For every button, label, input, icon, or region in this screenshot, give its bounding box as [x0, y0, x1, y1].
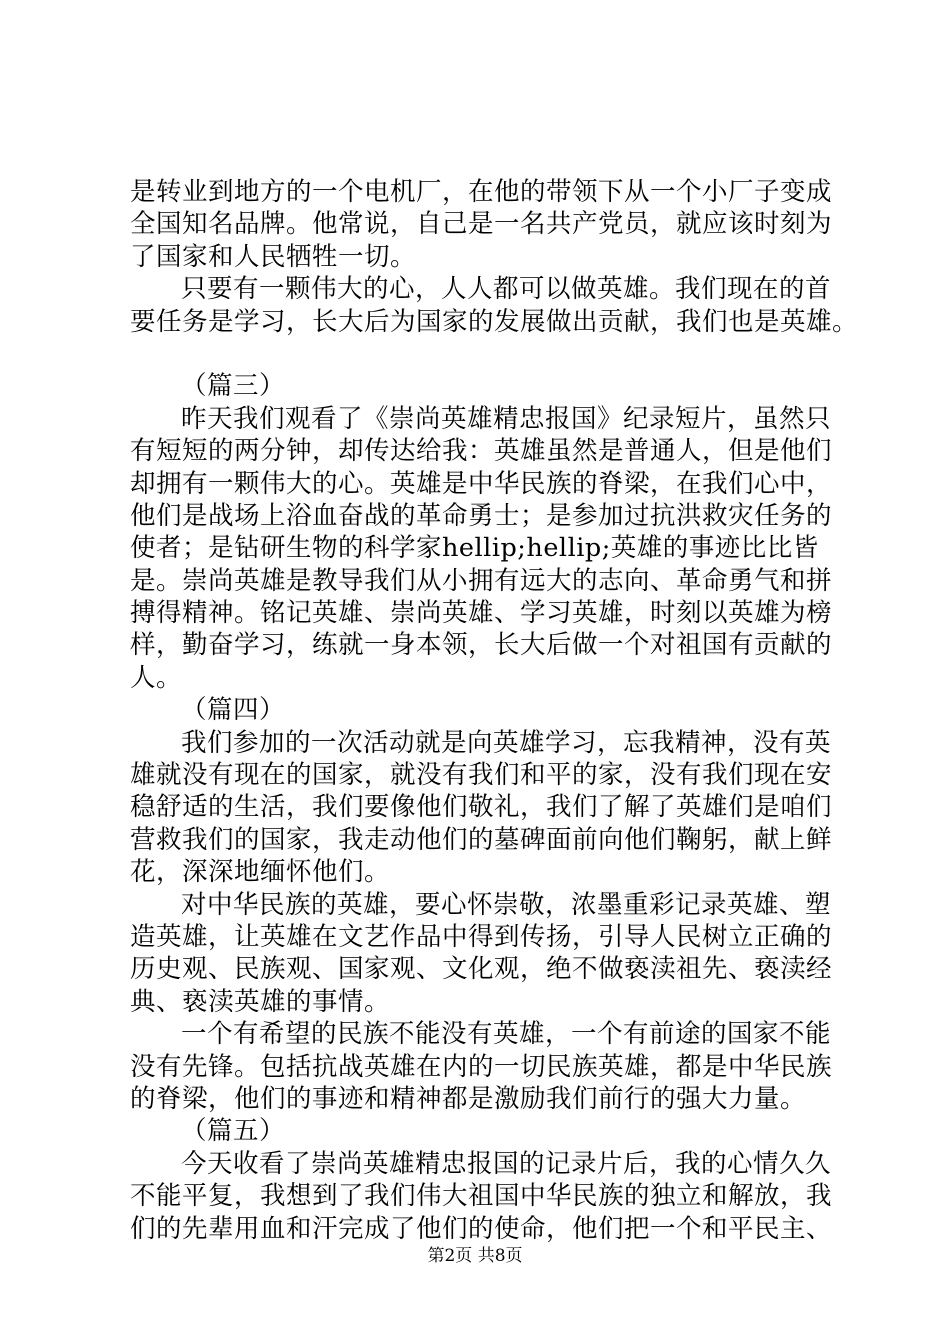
text-line: 样，勤奋学习，练就一身本领，长大后做一个对祖国有贡献的	[130, 630, 833, 661]
section-heading: （篇三）	[181, 371, 286, 402]
text-line: 却拥有一颗伟大的心。英雄是中华民族的脊梁，在我们心中，	[130, 468, 833, 499]
text-line: 人。	[130, 662, 183, 693]
text-line: 们的先辈用血和汗完成了他们的使命，他们把一个和平民主、	[130, 1213, 833, 1244]
text-line: 花，深深地缅怀他们。	[130, 857, 391, 888]
text-line: 他们是战场上浴血奋战的革命勇士；是参加过抗洪救灾任务的	[130, 500, 833, 531]
text-line: 要任务是学习，长大后为国家的发展做出贡献，我们也是英雄。	[130, 306, 859, 337]
text-line: 搏得精神。铭记英雄、崇尚英雄、学习英雄，时刻以英雄为榜	[130, 598, 833, 629]
text-line: 没有先锋。包括抗战英雄在内的一切民族英雄，都是中华民族	[130, 1051, 833, 1082]
text-line: 只要有一颗伟大的心，人人都可以做英雄。我们现在的首	[181, 274, 832, 305]
text-line: 稳舒适的生活，我们要像他们敬礼，我们了解了英雄们是咱们	[130, 792, 833, 823]
blank-line	[130, 338, 840, 370]
text-line: 全国知名品牌。他常说，自己是一名共产党员，就应该时刻为	[130, 209, 833, 240]
text-line: 今天收看了崇尚英雄精忠报国的记录片后，我的心情久久	[181, 1148, 832, 1179]
text-line: 有短短的两分钟，却传达给我：英雄虽然是普通人，但是他们	[130, 436, 833, 467]
text-line: 使者；是钻研生物的科学家hellip;hellip;英雄的事迹比比皆	[130, 533, 819, 564]
document-body	[130, 176, 859, 1245]
text-line: 对中华民族的英雄，要心怀崇敬，浓墨重彩记录英雄、塑	[181, 889, 832, 920]
text-line: 是转业到地方的一个电机厂，在他的带领下从一个小厂子变成	[130, 177, 833, 207]
section-heading: （篇四）	[181, 695, 286, 726]
page-number-footer: 第2页 共8页	[427, 1246, 523, 1266]
text-line: 历史观、民族观、国家观、文化观，绝不做亵渎祖先、亵渎经	[130, 954, 833, 985]
text-line: 的脊梁，他们的事迹和精神都是激励我们前行的强大力量。	[130, 1083, 807, 1114]
text-line: 营救我们的国家，我走动他们的墓碑面前向他们鞠躬，献上鲜	[130, 824, 833, 855]
text-line: 我们参加的一次活动就是向英雄学习，忘我精神，没有英	[181, 727, 832, 758]
text-line: 造英雄，让英雄在文艺作品中得到传扬，引导人民树立正确的	[130, 921, 833, 952]
text-line: 典、亵渎英雄的事情。	[130, 986, 391, 1017]
text-line: 雄就没有现在的国家，就没有我们和平的家，没有我们现在安	[130, 760, 833, 791]
section-heading: （篇五）	[181, 1116, 286, 1147]
text-line: 是。崇尚英雄是教导我们从小拥有远大的志向、革命勇气和拼	[130, 565, 833, 596]
text-line: 了国家和人民牺牲一切。	[130, 241, 417, 272]
text-line: 昨天我们观看了《崇尚英雄精忠报国》纪录短片，虽然只	[181, 403, 832, 434]
text-line: 一个有希望的民族不能没有英雄，一个有前途的国家不能	[181, 1019, 832, 1050]
text-line: 不能平复，我想到了我们伟大祖国中华民族的独立和解放，我	[130, 1181, 833, 1212]
